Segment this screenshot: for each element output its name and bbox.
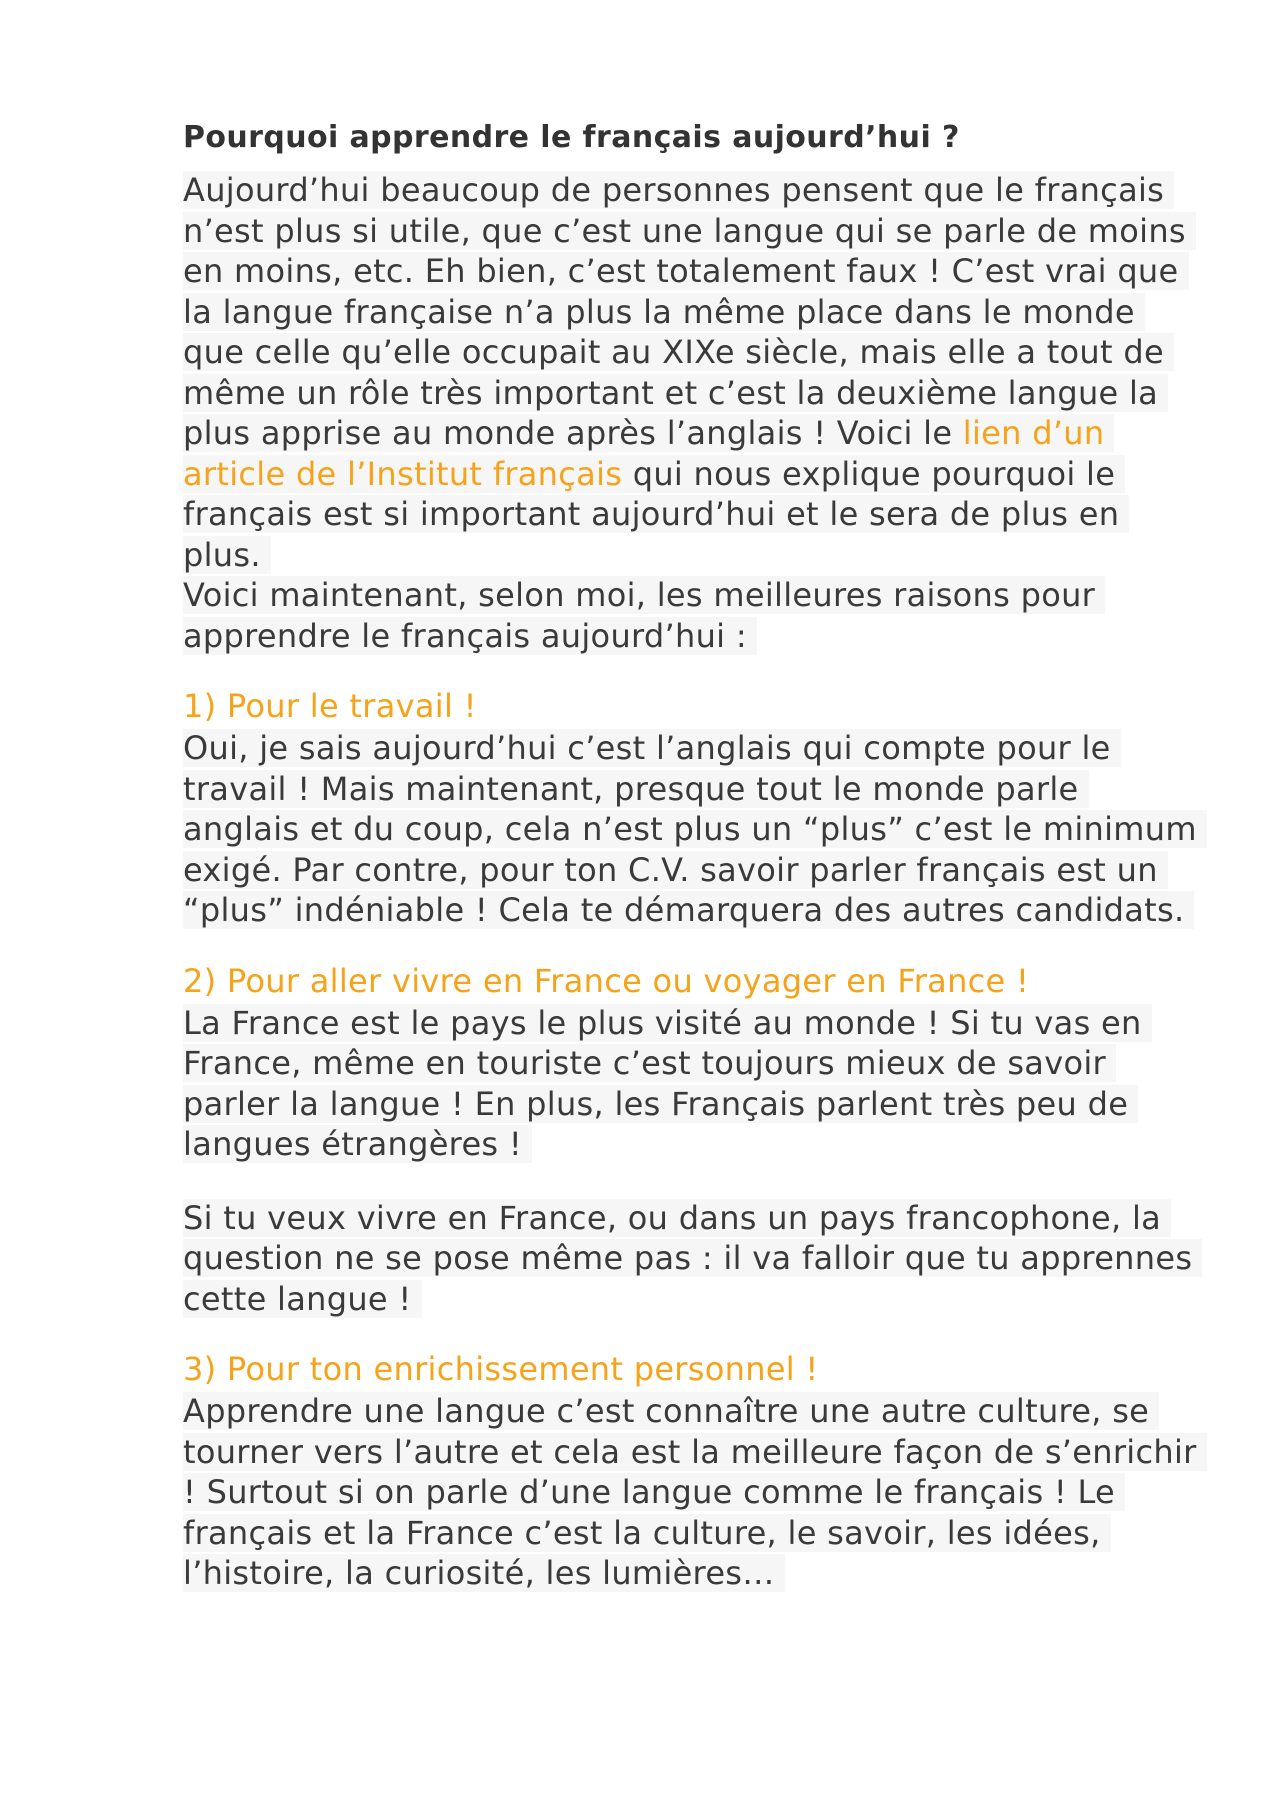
section-enrichment (183, 1349, 1203, 1594)
institut-francais-link[interactable]: lien d’un article de l’Institut français (183, 414, 1105, 493)
article (183, 118, 1203, 1594)
section-travel (183, 961, 1203, 1320)
intro-text (183, 171, 1196, 574)
section-paragraph-text: Si tu veux vivre en France, ou dans un pays francophone, la question ne se pose même pas : il va falloir que tu apprennes cette langue ! (183, 1199, 1202, 1318)
section-paragraph (183, 1198, 1203, 1320)
section-paragraph (183, 728, 1203, 931)
intro-second-paragraph (183, 575, 1203, 656)
intro-after-link: qui nous explique pourquoi le français est si important aujourd’hui et le sera de plus en plus. (183, 454, 1120, 574)
section-heading: 2) Pour aller vivre en France ou voyager en France ! (183, 961, 1030, 1000)
paragraph-spacer (183, 1165, 1203, 1198)
intro-paragraph (183, 170, 1203, 575)
intro-second-text: Voici maintenant, selon moi, les meilleures raisons pour apprendre le français aujourd’hui : (183, 576, 1105, 655)
section-work (183, 686, 1203, 931)
section-paragraph (183, 1391, 1203, 1594)
section-heading: 1) Pour le travail ! (183, 687, 477, 725)
section-paragraph-text: La France est le pays le plus visité au monde ! Si tu vas en France, même en touriste c’est toujours mieux de savoir parler la langue ! En plus, les Français parlent très peu de langues étrangères ! (183, 1004, 1152, 1164)
section-heading: 3) Pour ton enrichissement personnel ! (183, 1350, 819, 1388)
page-title: Pourquoi apprendre le français aujourd’hui ? (183, 120, 960, 155)
section-paragraph-text: Oui, je sais aujourd’hui c’est l’anglais qui compte pour le travail ! Mais maintenant, presque tout le monde parle anglais et du coup, cela n’est plus un “plus” c’est le minimum exigé. Par contre, pour ton C.V. savoir parler français est un “plus” indéniable ! Cela te démarquera des autres candidats. (183, 729, 1207, 929)
section-paragraph (183, 1003, 1203, 1165)
section-paragraph-text: Apprendre une langue c’est connaître une autre culture, se tourner vers l’autre et cela est la meilleure façon de s’enrichir ! Surtout si on parle d’une langue comme le français ! Le français et la France c’est la culture, le savoir, les idées, l’histoire, la curiosité, les lumières… (183, 1392, 1207, 1592)
intro-before-link: Aujourd’hui beaucoup de personnes pensent que le français n’est plus si utile, que c’est une langue qui se parle de moins en moins, etc. Eh bien, c’est totalement faux ! C’est vrai que la langue française n’a plus la même place dans le monde que celle qu’elle occupait au XIXe siècle, mais elle a tout de même un rôle très important et c’est la deuxième langue la plus apprise au monde après l’anglais ! Voici le (183, 171, 1186, 452)
